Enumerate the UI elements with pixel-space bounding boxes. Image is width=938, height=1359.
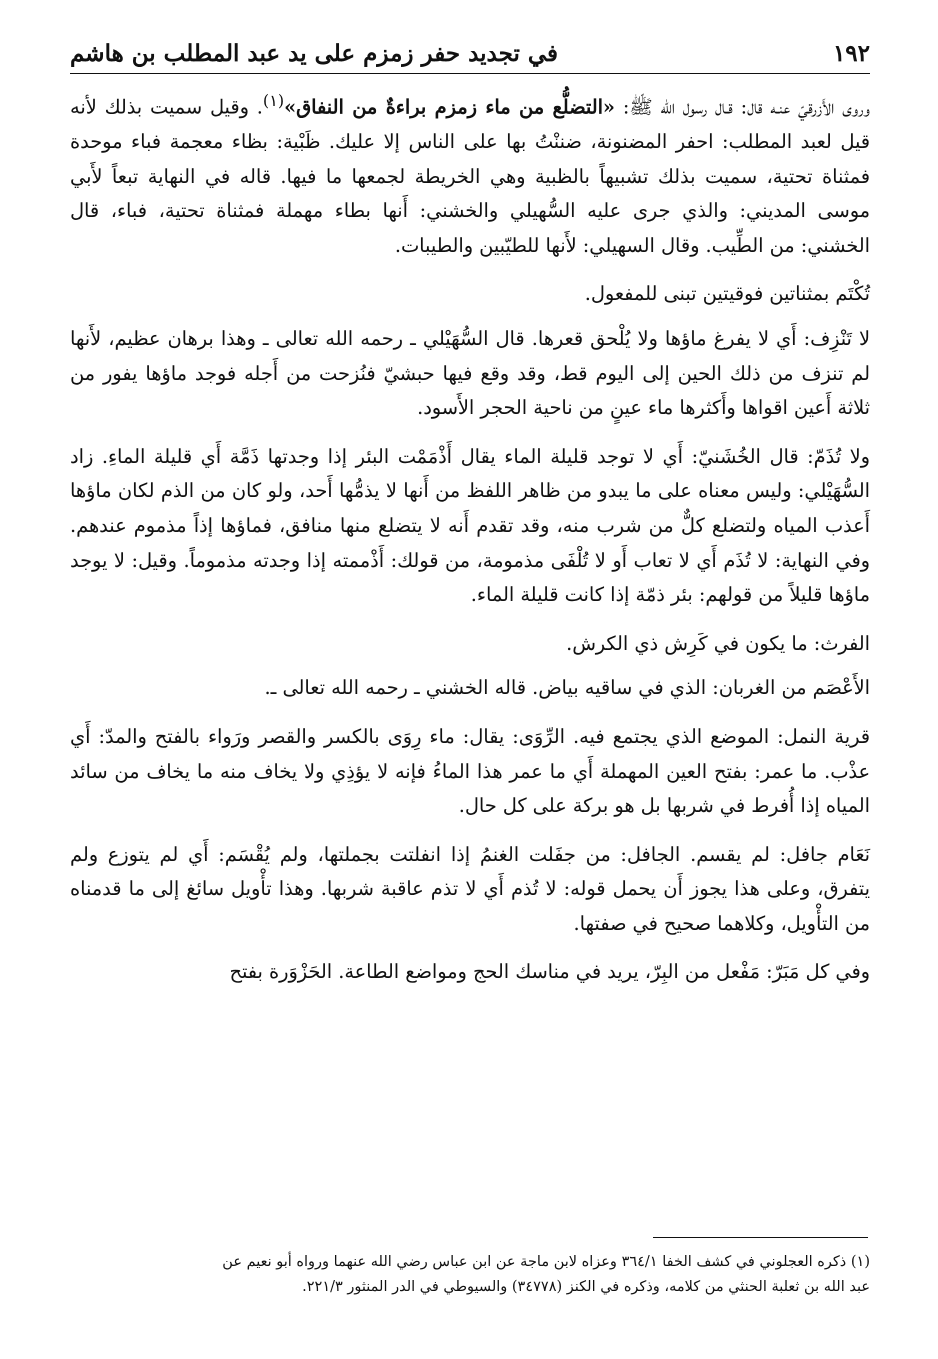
footnote-divider (653, 1237, 868, 1238)
footnotes (70, 1250, 870, 1300)
paragraph-rest: . وقيل سميت بذلك لأنه قيل لعبد المطلب: احفر المضنونة، ضننْتُ بها على الناس إلا عليك. ظَبْية: بظاء معجمة فباء موحدة فمثناة تحتية، سميت بذلك تشبيهاً بالظبية وهي الخريطة لجمعها ما فيها. قاله في النهاية تبعاً لأَبي موسى المديني: والذي جرى عليه السُّهيلي والخشني: أَنها بطاء مهملة فمثناة تحتية، فباء، قال الخشني: من الطِّيب. وقال السهيلي: لأَنها للطيّبين والطيبات. (70, 95, 870, 257)
book-page (70, 40, 870, 1004)
page-number: ١٩٢ (832, 40, 870, 67)
footnote-line: (١) ذكره العجلوني في كشف الخفا ٣٦٤/١ وعزاه لابن ماجة عن ابن عباس رضي الله عنهما ورواه أبو نعيم عن (222, 1254, 870, 1270)
paragraph-naam-jafil: نَعَام جافل: لم يقسم. الجافل: من جفَلت الغنمُ إذا انفلتت بجملتها، ولم يُقْسَم: أَي لم يتوزع ولم يتفرق، وعلى هذا يجوز أَن يحمل قوله: لا تُذم أَي لا تذم عاقبة شربها. وهذا تأْويل سائغ إلى ما قدمناه من التأْويل، وكلاهما صحيح في صفتها. (70, 842, 870, 935)
paragraph-azraqi (70, 84, 870, 263)
paragraph-tuktam: تُكْتَم بمثناتين فوقيتين تبنى للمفعول. (584, 282, 870, 306)
running-header (70, 40, 870, 74)
hadith-quote: «التضلُّع من ماء زمزم براءةٌ من النفاق» (284, 95, 615, 119)
running-title: في تجديد حفر زمزم على يد عبد المطلب بن هاشم (70, 40, 559, 67)
footnote-line: عبد الله بن ثعلبة الحنثي من كلامه، وذكره في الكنز (٣٤٧٧٨) والسيوطي في الدر المنثور ٢٢١/٣. (302, 1279, 870, 1295)
paragraph-kull-mabarr: وفي كل مَبَرّ: مَفْعل من البِرّ، يريد في مناسك الحج ومواضع الطاعة. الحَزْوَرة بفتح (229, 960, 870, 984)
body-text (70, 84, 870, 990)
paragraph-la-tanzif: لا تَنْزِف: أَي لا يفرغ ماؤها ولا يُلْحق قعرها. قال السُّهَيْلي ـ رحمه الله تعالى ـ وهذا برهان عظيم، لأَنها لم تنزف من ذلك الحين إلى اليوم قط، وقد وقع فيها حبشيّ فنُزحت من أَجله فوجد ماؤها يفور من ثلاثة أَعين اقواها وأَكثرها ماء عينٍ من ناحية الحجر الأَسود. (70, 326, 870, 420)
paragraph-al-asam: الأَعْصَم من الغربان: الذي في ساقيه بياض. قاله الخشني ـ رحمه الله تعالى ـ. (264, 676, 870, 700)
paragraph-lead: وروى الأَزرقيّ عنـه قال: قـال رسول الله ﷺ: (614, 95, 870, 119)
paragraph-la-tudham: ولا تُذَمّ: قال الخُشَنيّ: أَي لا توجد قليلة الماء يقال أَذْمَمْت البئر إذا وجدتها ذَمَّة أَي قليلة الماءِ. زاد السُّهَيْلي: وليس معناه على ما يبدو من ظاهر اللفظ من أَنها لا يذمُّها أَحد، ولو كان من الذم لكان ماؤها أَعذب المياه ولتضلع كلٌّ من شرب منه، وقد تقدم أَنه لا يتضلع منها منافق، فماؤها إذاً مذموم عندهم. وفي النهاية: لا تُذَم أَي لا تعاب أَو لا تُلْفَى مذمومة، من قولك: أَذْممته إذا وجدته مذموماً. وقيل: لا يوجد ماؤها قليلاً من قولهم: بئر ذمّة إذا كانت قليلة الماء. (70, 444, 870, 607)
footnote-ref: (١) (262, 91, 285, 110)
paragraph-al-farth: الفرث: ما يكون في كَرِش ذي الكرش. (566, 631, 870, 655)
paragraph-qaryat-al-naml: قرية النمل: الموضع الذي يجتمع فيه. الرِّوَى: يقال: ماء رِوَى بالكسر والقصر ورَواء بالفتح والمدّ: أَي عذْب. ما عمر: بفتح العين المهملة أَي ما عمر هذا الماءُ فإنه لا يؤذِي ولا يخاف منه ما يخاف من سائد المياه إذا أُفرط في شربها بل هو بركة على كل حال. (70, 724, 870, 818)
